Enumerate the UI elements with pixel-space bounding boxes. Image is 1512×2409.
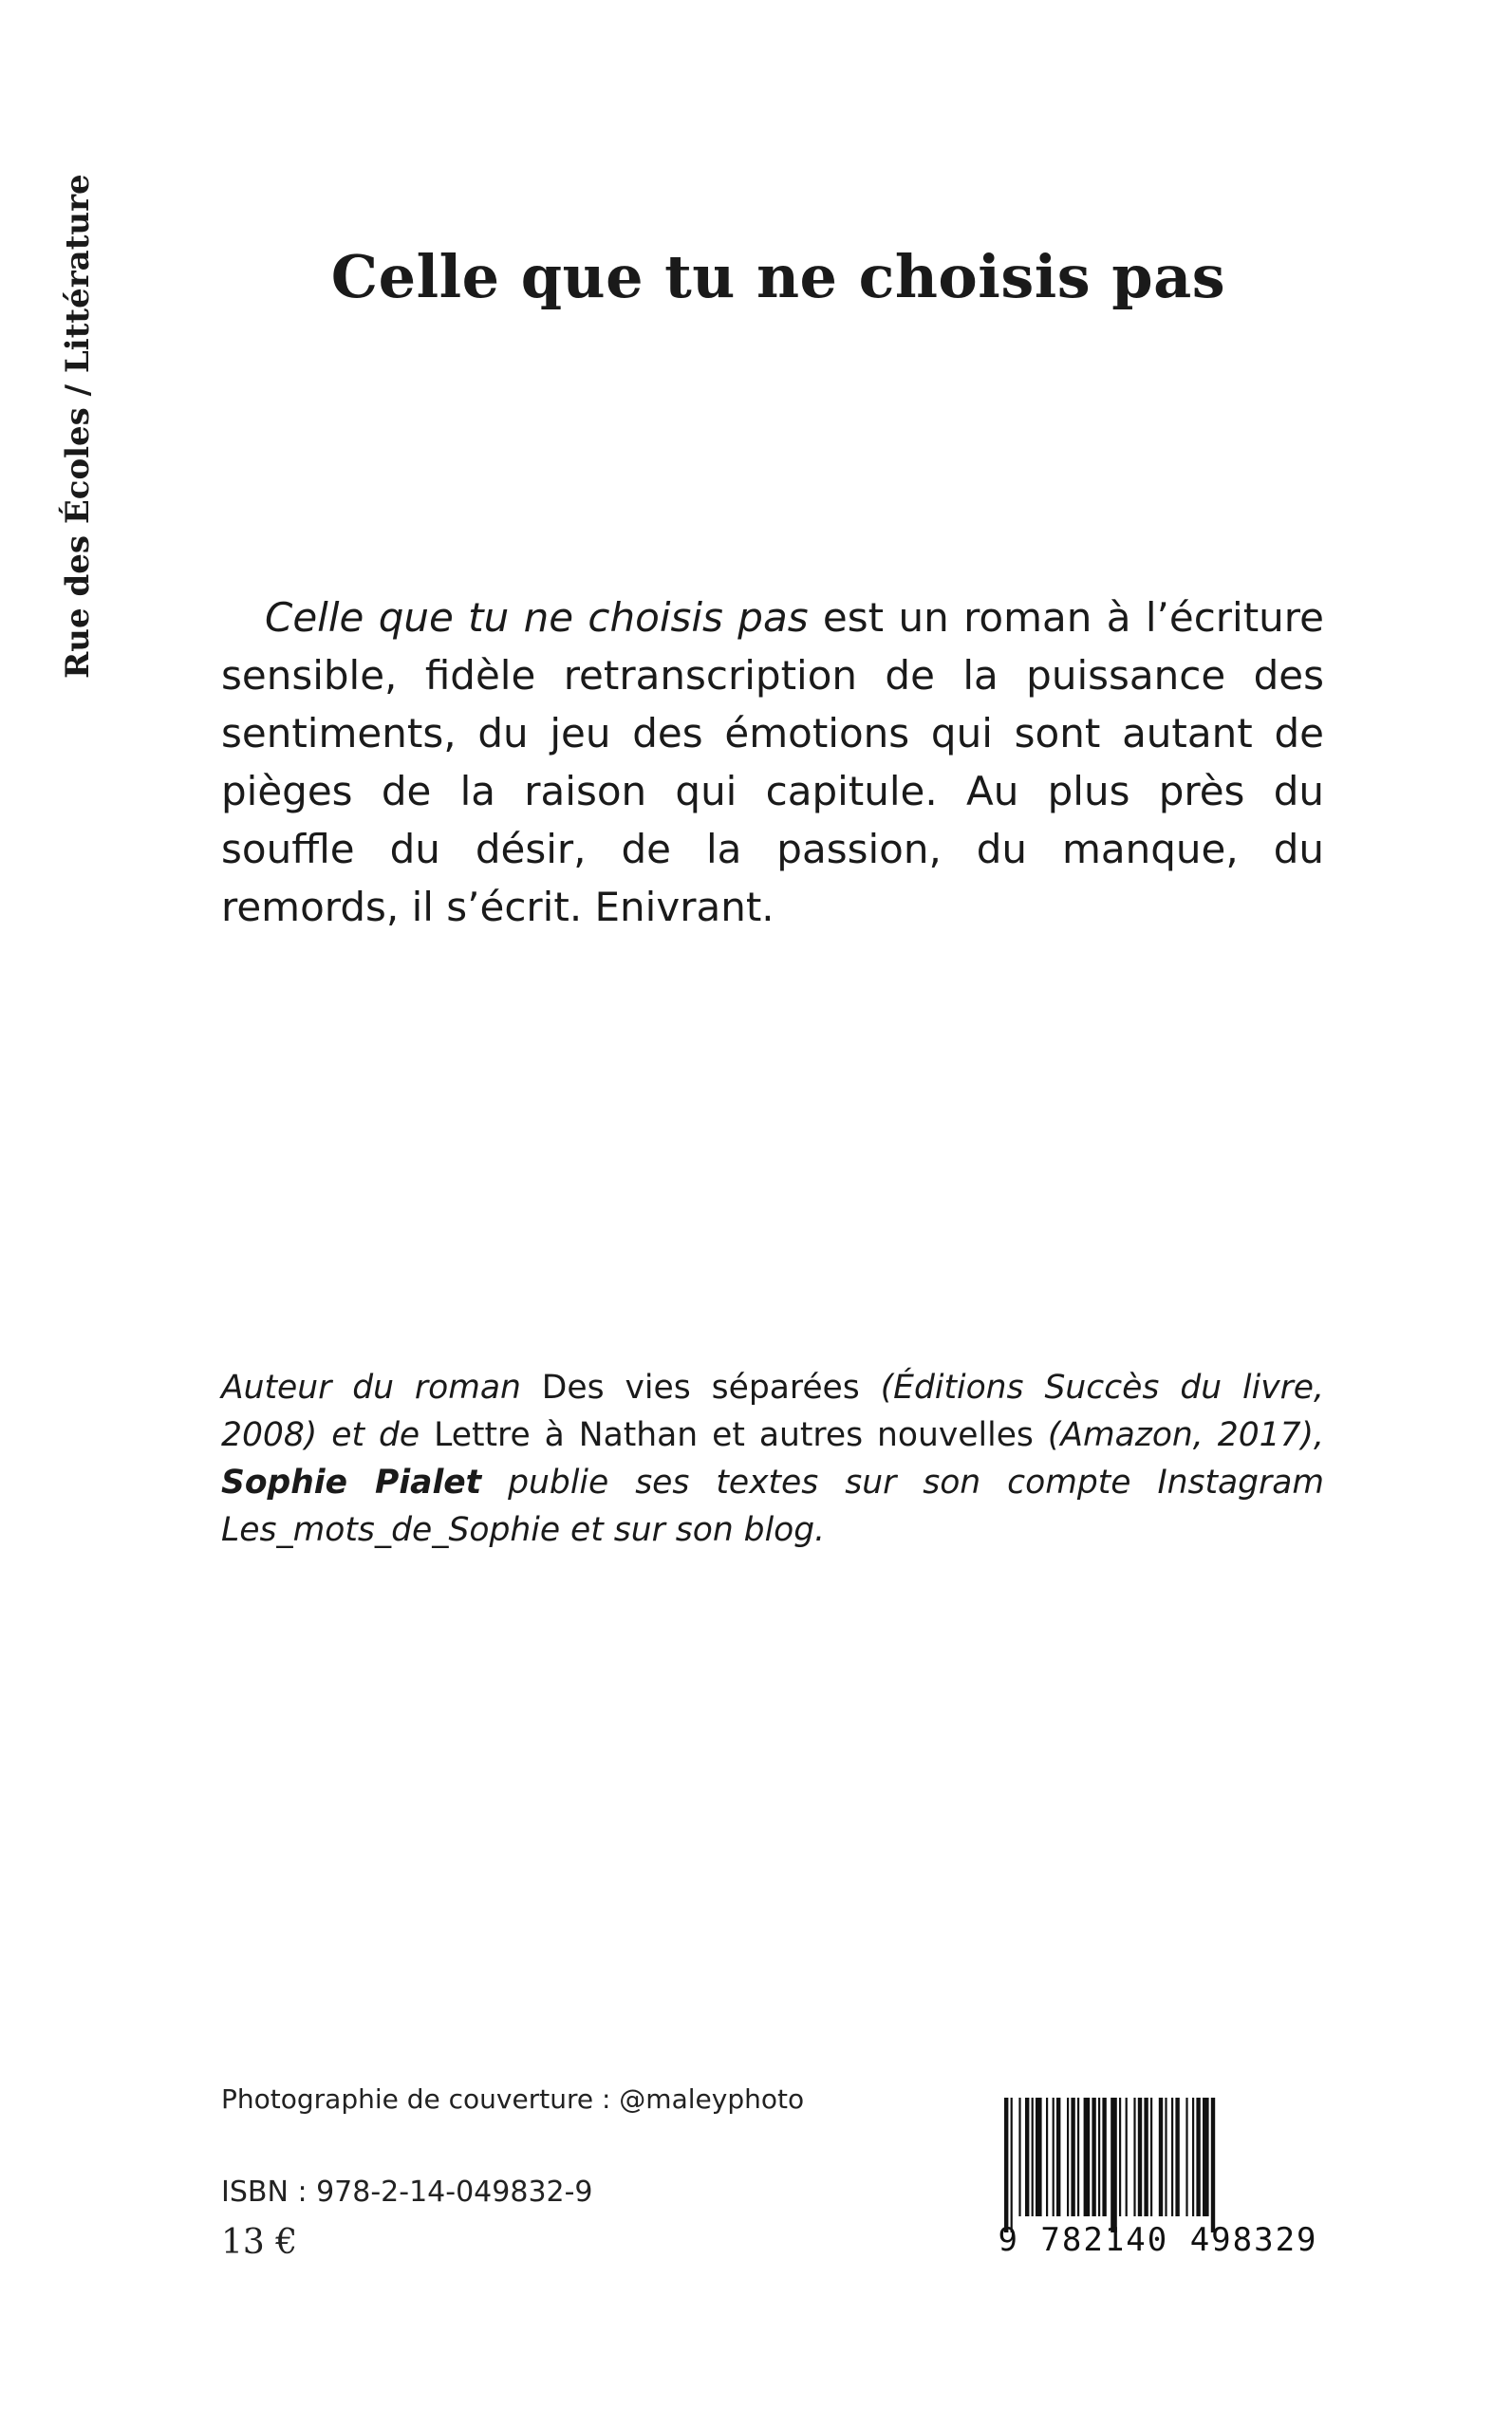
- book-title: Celle que tu ne choisis pas: [330, 242, 1226, 311]
- barcode-bar: [1098, 2098, 1100, 2216]
- barcode-bar: [1138, 2098, 1142, 2216]
- barcode-bar: [1067, 2098, 1069, 2216]
- barcode-bar: [1171, 2098, 1173, 2216]
- barcode-bar: [1144, 2098, 1148, 2216]
- barcode-digits: 9 782140 498329: [998, 2221, 1318, 2259]
- barcode-bar: [1092, 2098, 1095, 2216]
- bio-part2: (Éditions Succès du livre, 2008) et de: [221, 1369, 1324, 1454]
- barcode-bar: [1196, 2098, 1200, 2216]
- isbn-text: ISBN : 978-2-14-049832-9: [221, 2176, 593, 2209]
- barcode-bar: [1211, 2098, 1215, 2232]
- price-text: 13 €: [221, 2223, 298, 2262]
- barcode-bar: [1165, 2098, 1167, 2216]
- barcode-bar: [1119, 2098, 1121, 2216]
- book-blurb: [221, 588, 1324, 936]
- barcode-bar: [1071, 2098, 1074, 2216]
- barcode-bar: [1185, 2098, 1187, 2216]
- bio-author-name: Sophie Pialet: [221, 1464, 482, 1502]
- barcode-bar: [1004, 2098, 1008, 2232]
- barcode-bar: [1126, 2098, 1128, 2216]
- barcode-bar: [1150, 2098, 1152, 2216]
- blurb-text: est un roman à l’écriture sensible, fidèle retranscription de la puissance des sentiments, du jeu des émotions qui sont autant de pièges de la raison qui capitule. Au plus près du souffle du désir, de la passion, du manque, du remords, il s’écrit. Enivrant.: [221, 594, 1324, 930]
- barcode-bar: [1056, 2098, 1060, 2216]
- bio-book2: Lettre à Nathan et autres nouvelles: [434, 1416, 1034, 1454]
- barcode-bar: [1077, 2098, 1079, 2216]
- barcode-bar: [1025, 2098, 1029, 2216]
- bio-part3: (Amazon, 2017),: [1033, 1416, 1324, 1454]
- barcode-bar: [1046, 2098, 1048, 2216]
- bio-part1: Auteur du roman: [221, 1369, 542, 1407]
- barcode-bar: [1159, 2098, 1163, 2216]
- barcode-bar: [1018, 2098, 1020, 2216]
- bio-book1: Des vies séparées: [541, 1369, 860, 1407]
- blurb-title-ref: Celle que tu ne choisis pas: [265, 594, 809, 641]
- barcode-bar: [1133, 2098, 1135, 2216]
- barcode-bar: [1102, 2098, 1106, 2216]
- barcode-bar: [1036, 2098, 1042, 2216]
- barcode-bar: [1053, 2098, 1055, 2216]
- author-bio: [221, 1364, 1324, 1554]
- bio-part4: publie ses textes sur son compte Instagram Les_mots_de_Sophie et sur son blog.: [221, 1464, 1324, 1549]
- barcode-bar: [1192, 2098, 1194, 2216]
- barcode-bar: [1011, 2098, 1013, 2232]
- spine-label: Rue des Écoles / Littérature: [59, 174, 97, 679]
- barcode-bar: [1084, 2098, 1091, 2216]
- barcode-bar: [1111, 2098, 1117, 2232]
- photo-credit: Photographie de couverture : @maleyphoto: [221, 2083, 805, 2115]
- barcode-bar: [1175, 2098, 1179, 2216]
- barcode-bar: [1203, 2098, 1209, 2216]
- barcode-bar: [1032, 2098, 1034, 2216]
